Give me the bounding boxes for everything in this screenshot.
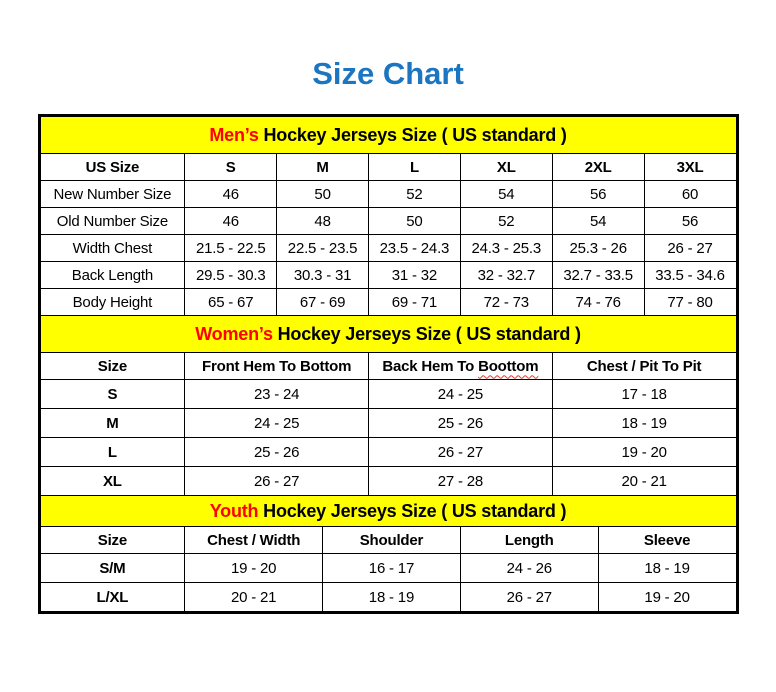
column-header-prefix: Back Hem To [382,357,479,375]
size-cell: 32.7 - 33.5 [552,262,644,289]
youth-banner-rest: Hockey Jerseys Size ( US standard ) [258,500,567,521]
size-cell: 24 - 25 [369,380,553,409]
womens-banner-rest: Hockey Jerseys Size ( US standard ) [272,323,581,344]
column-header: M [277,154,369,181]
size-cell: 21.5 - 22.5 [185,235,277,262]
size-cell: 20 - 21 [185,583,323,612]
size-cell: 26 - 27 [644,235,736,262]
size-cell: 23 - 24 [185,380,369,409]
size-cell: 52 [369,181,461,208]
youth-banner [40,496,736,527]
size-cell: 18 - 19 [598,554,736,583]
table-row [40,262,736,289]
mens-banner-highlight: Men’s [209,124,259,145]
table-row [40,438,736,467]
table-row [40,208,736,235]
column-header: S [185,154,277,181]
size-chart [38,114,739,614]
table-row [40,583,736,612]
misspelled-word: Boottom [478,357,539,375]
size-cell: 46 [185,181,277,208]
row-label: Back Length [40,262,185,289]
column-header: Size [40,527,185,554]
mens-banner [40,117,736,154]
mens-banner-rest: Hockey Jerseys Size ( US standard ) [258,124,567,145]
size-cell: 74 - 76 [552,289,644,316]
size-cell: 29.5 - 30.3 [185,262,277,289]
row-label: M [40,409,185,438]
column-header: Chest / Width [185,527,323,554]
size-cell: 17 - 18 [552,380,736,409]
size-cell: 77 - 80 [644,289,736,316]
column-header: Shoulder [323,527,461,554]
row-label: S [40,380,185,409]
size-cell: 26 - 27 [460,583,598,612]
size-cell: 19 - 20 [552,438,736,467]
row-label: New Number Size [40,181,185,208]
column-header: Size [40,353,185,380]
column-header: XL [460,154,552,181]
column-header: 2XL [552,154,644,181]
size-cell: 56 [644,208,736,235]
column-header: US Size [40,154,185,181]
row-label: Width Chest [40,235,185,262]
size-cell: 26 - 27 [369,438,553,467]
column-header: Length [460,527,598,554]
size-cell: 24.3 - 25.3 [460,235,552,262]
size-cell: 25 - 26 [369,409,553,438]
size-cell: 31 - 32 [369,262,461,289]
table-row [40,181,736,208]
row-label: L/XL [40,583,185,612]
size-cell: 52 [460,208,552,235]
womens-banner-highlight: Women’s [195,323,273,344]
size-cell: 56 [552,181,644,208]
column-header [369,353,553,380]
row-label: L [40,438,185,467]
womens-banner [40,316,736,353]
table-row [40,554,736,583]
size-cell: 26 - 27 [185,467,369,496]
size-cell: 30.3 - 31 [277,262,369,289]
column-header: Chest / Pit To Pit [552,353,736,380]
column-header: 3XL [644,154,736,181]
column-header: Front Hem To Bottom [185,353,369,380]
table-row [40,235,736,262]
page-title: Size Chart [312,56,464,91]
mens-size-table [40,116,737,316]
youth-banner-highlight: Youth [209,500,259,521]
size-cell: 25 - 26 [185,438,369,467]
youth-banner-text [40,496,736,527]
row-label: XL [40,467,185,496]
size-cell: 24 - 25 [185,409,369,438]
size-cell: 22.5 - 23.5 [277,235,369,262]
table-row [40,289,736,316]
row-label: S/M [40,554,185,583]
size-cell: 19 - 20 [185,554,323,583]
size-cell: 25.3 - 26 [552,235,644,262]
row-label: Body Height [40,289,185,316]
mens-banner-text [40,117,736,154]
size-cell: 69 - 71 [369,289,461,316]
womens-banner-text [40,316,736,353]
size-cell: 33.5 - 34.6 [644,262,736,289]
size-cell: 23.5 - 24.3 [369,235,461,262]
size-cell: 18 - 19 [323,583,461,612]
size-cell: 65 - 67 [185,289,277,316]
youth-header-row [40,527,736,554]
size-cell: 16 - 17 [323,554,461,583]
size-cell: 54 [552,208,644,235]
column-header: Sleeve [598,527,736,554]
table-row [40,467,736,496]
column-header: L [369,154,461,181]
size-cell: 20 - 21 [552,467,736,496]
mens-header-row [40,154,736,181]
row-label: Old Number Size [40,208,185,235]
size-cell: 32 - 32.7 [460,262,552,289]
size-cell: 24 - 26 [460,554,598,583]
size-cell: 72 - 73 [460,289,552,316]
table-row [40,380,736,409]
size-cell: 48 [277,208,369,235]
size-cell: 19 - 20 [598,583,736,612]
size-cell: 50 [369,208,461,235]
size-cell: 27 - 28 [369,467,553,496]
youth-size-table [40,495,737,612]
womens-size-table [40,315,737,496]
size-cell: 60 [644,181,736,208]
size-cell: 18 - 19 [552,409,736,438]
size-cell: 54 [460,181,552,208]
womens-header-row [40,353,736,380]
size-cell: 46 [185,208,277,235]
size-cell: 67 - 69 [277,289,369,316]
table-row [40,409,736,438]
size-cell: 50 [277,181,369,208]
